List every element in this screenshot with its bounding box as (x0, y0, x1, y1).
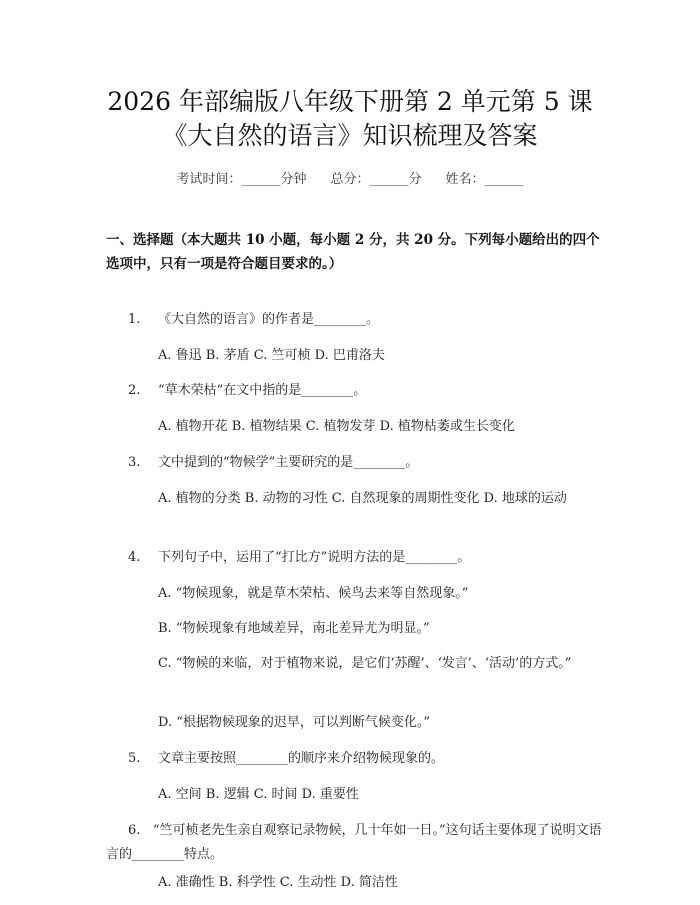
question-number: 6. (128, 823, 141, 838)
question-option: C. “物候的来临，对于植物来说，是它们‘苏醒’、‘发言’、‘活动’的方式。” (158, 656, 572, 671)
question-text: “竺可桢老先生亲自观察记录物候，几十年如一日。”这句话主要体现了说明文语言的________特点。 (106, 823, 602, 862)
question-text: 《大自然的语言》的作者是________。 (158, 312, 380, 327)
question-5-options (106, 783, 606, 807)
question-4-option-d (106, 711, 606, 735)
question-5 (106, 747, 606, 771)
question-options: A. 鲁迅 B. 茅盾 C. 竺可桢 D. 巴甫洛夫 (158, 348, 385, 363)
exam-info (0, 168, 700, 187)
question-number: 4. (128, 550, 141, 565)
document-title-line2: 《大自然的语言》知识梳理及答案 (162, 121, 538, 150)
question-3-options (106, 487, 606, 511)
document-title-line1: 2026 年部编版八年级下册第 2 单元第 5 课 (107, 87, 593, 116)
question-text: 文章主要按照________的顺序来介绍物候现象的。 (158, 751, 445, 766)
question-number: 5. (128, 751, 141, 766)
question-4 (106, 546, 606, 570)
question-2-options (106, 415, 606, 439)
question-4-option-a (106, 582, 606, 606)
question-options: A. 空间 B. 逻辑 C. 时间 D. 重要性 (158, 787, 359, 802)
exam-score-field: 总分：______分 (330, 172, 422, 187)
question-options: A. 植物的分类 B. 动物的习性 C. 自然现象的周期性变化 D. 地球的运动 (158, 491, 567, 506)
question-3 (106, 451, 606, 475)
question-4-option-b (106, 617, 606, 641)
exam-time-field: 考试时间：______分钟 (176, 172, 307, 187)
question-text: 文中提到的“物候学”主要研究的是________。 (158, 455, 419, 470)
question-option: D. “根据物候现象的迟早，可以判断气候变化。” (158, 715, 431, 730)
question-1-options (106, 344, 606, 368)
question-text-block (106, 819, 606, 867)
question-number: 2. (128, 383, 141, 398)
question-text: “草木荣枯”在文中指的是________。 (158, 383, 367, 398)
question-number: 1. (128, 312, 141, 327)
question-option: A. “物候现象，就是草木荣枯、候鸟去来等自然现象。” (158, 586, 469, 601)
exam-name-field: 姓名：______ (445, 172, 524, 187)
section-heading: 一、选择题（本大题共 10 小题，每小题 2 分，共 20 分。下列每小题给出的四个选项中，只有一项是符合题目要求的。） (106, 232, 600, 272)
question-number: 3. (128, 455, 141, 470)
question-6 (106, 819, 606, 867)
question-1 (106, 308, 606, 332)
question-4-option-c (106, 652, 606, 676)
question-options: A. 准确性 B. 科学性 C. 生动性 D. 简洁性 (158, 875, 398, 890)
question-2 (106, 379, 606, 403)
question-text: 下列句子中，运用了“打比方”说明方法的是________。 (158, 550, 471, 565)
question-options: A. 植物开花 B. 植物结果 C. 植物发芽 D. 植物枯萎或生长变化 (158, 419, 515, 434)
question-6-options (106, 871, 606, 895)
question-option: B. “物候现象有地域差异，南北差异尤为明显。” (158, 621, 430, 636)
